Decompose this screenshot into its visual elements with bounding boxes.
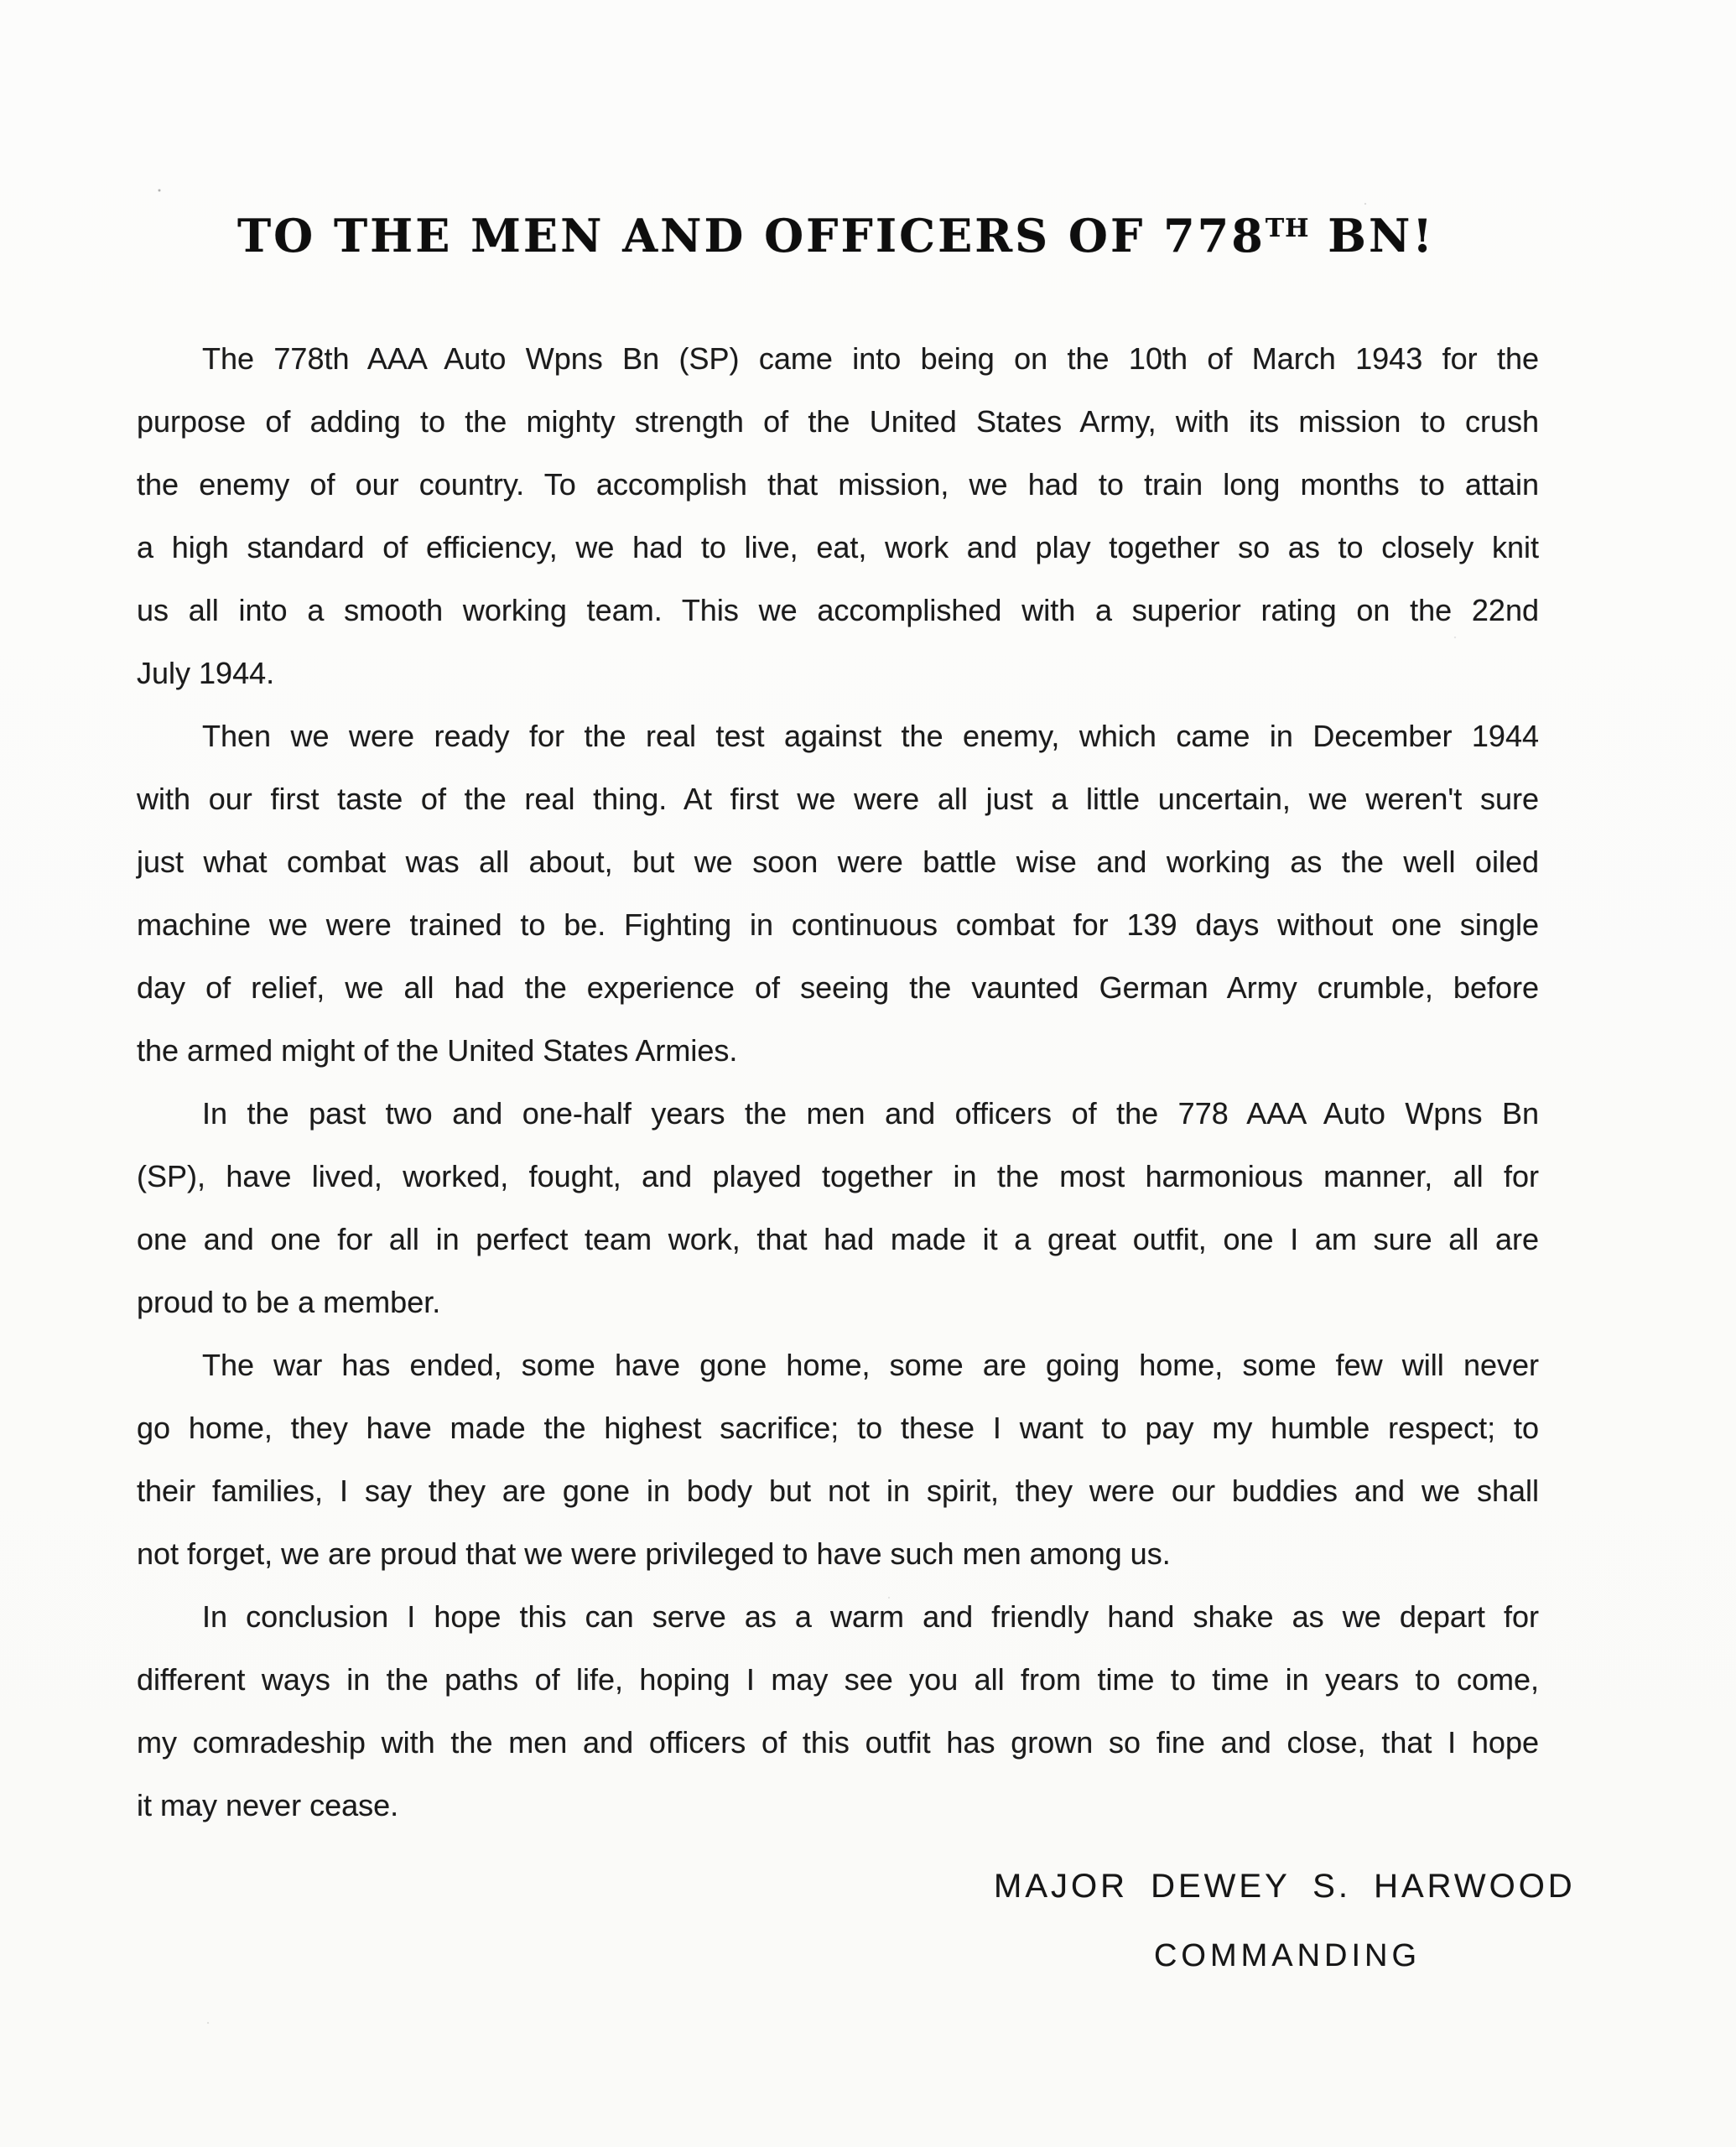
paragraph bbox=[137, 327, 1539, 704]
text-line: the enemy of our country. To accomplish that mission, we had to train long months to attain bbox=[137, 467, 1539, 502]
page-title-text: TO THE MEN AND OFFICERS OF 778 bbox=[236, 209, 1266, 263]
letter-body bbox=[137, 327, 1539, 1837]
paragraph bbox=[137, 1082, 1539, 1333]
text-line: just what combat was all about, but we soon were battle wise and working as the well oiled bbox=[137, 845, 1539, 879]
paragraph bbox=[137, 1585, 1539, 1837]
text-line: it may never cease. bbox=[137, 1788, 399, 1822]
text-line: July 1944. bbox=[137, 656, 275, 690]
text-line: day of relief, we all had the experience of seeing the vaunted German Army crumble, before bbox=[137, 970, 1539, 1005]
text-line: us all into a smooth working team. This we accomplished with a superior rating on the 22nd bbox=[137, 593, 1539, 627]
signature-block bbox=[994, 1855, 1576, 1988]
text-line: my comradeship with the men and officers of this outfit has grown so fine and close, that I hope bbox=[137, 1725, 1539, 1760]
text-line: In conclusion I hope this can serve as a warm and friendly hand shake as we depart for bbox=[202, 1599, 1539, 1634]
text-line: different ways in the paths of life, hoping I may see you all from time to time in years to come, bbox=[137, 1662, 1539, 1697]
page-title-ordinal-superscript: TH bbox=[1265, 214, 1310, 243]
text-line: The war has ended, some have gone home, some are going home, some few will never bbox=[202, 1348, 1539, 1382]
text-line: (SP), have lived, worked, fought, and played together in the most harmonious manner, all for bbox=[137, 1159, 1539, 1193]
signature-name: MAJOR DEWEY S. HARWOOD bbox=[994, 1868, 1576, 1905]
text-line: purpose of adding to the mighty strength of the United States Army, with its mission to crush bbox=[137, 404, 1539, 439]
page-title bbox=[0, 200, 1704, 265]
paragraph bbox=[137, 704, 1539, 1082]
text-line: In the past two and one-half years the men and officers of the 778 AAA Auto Wpns Bn bbox=[202, 1096, 1539, 1131]
text-line: the armed might of the United States Armies. bbox=[137, 1033, 738, 1068]
text-line: Then we were ready for the real test against the enemy, which came in December 1944 bbox=[202, 719, 1539, 753]
text-line: The 778th AAA Auto Wpns Bn (SP) came into being on the 10th of March 1943 for the bbox=[202, 341, 1539, 376]
page-title-suffix: BN! bbox=[1309, 209, 1436, 263]
paragraph bbox=[137, 1333, 1539, 1585]
text-line: a high standard of efficiency, we had to live, eat, work and play together so as to closely knit bbox=[137, 530, 1539, 564]
text-line: one and one for all in perfect team work, that had made it a great outfit, one I am sure all are bbox=[137, 1222, 1539, 1256]
text-line: with our first taste of the real thing. At first we were all just a little uncertain, we weren't sure bbox=[137, 782, 1539, 816]
text-line: proud to be a member. bbox=[137, 1285, 441, 1319]
signature-role: COMMANDING bbox=[1153, 1938, 1422, 1973]
text-line: machine we were trained to be. Fighting in continuous combat for 139 days without one single bbox=[137, 907, 1539, 942]
text-line: their families, I say they are gone in body but not in spirit, they were our buddies and we shall bbox=[137, 1474, 1539, 1508]
text-line: go home, they have made the highest sacrifice; to these I want to pay my humble respect; to bbox=[137, 1411, 1539, 1445]
text-line: not forget, we are proud that we were privileged to have such men among us. bbox=[137, 1536, 1171, 1571]
